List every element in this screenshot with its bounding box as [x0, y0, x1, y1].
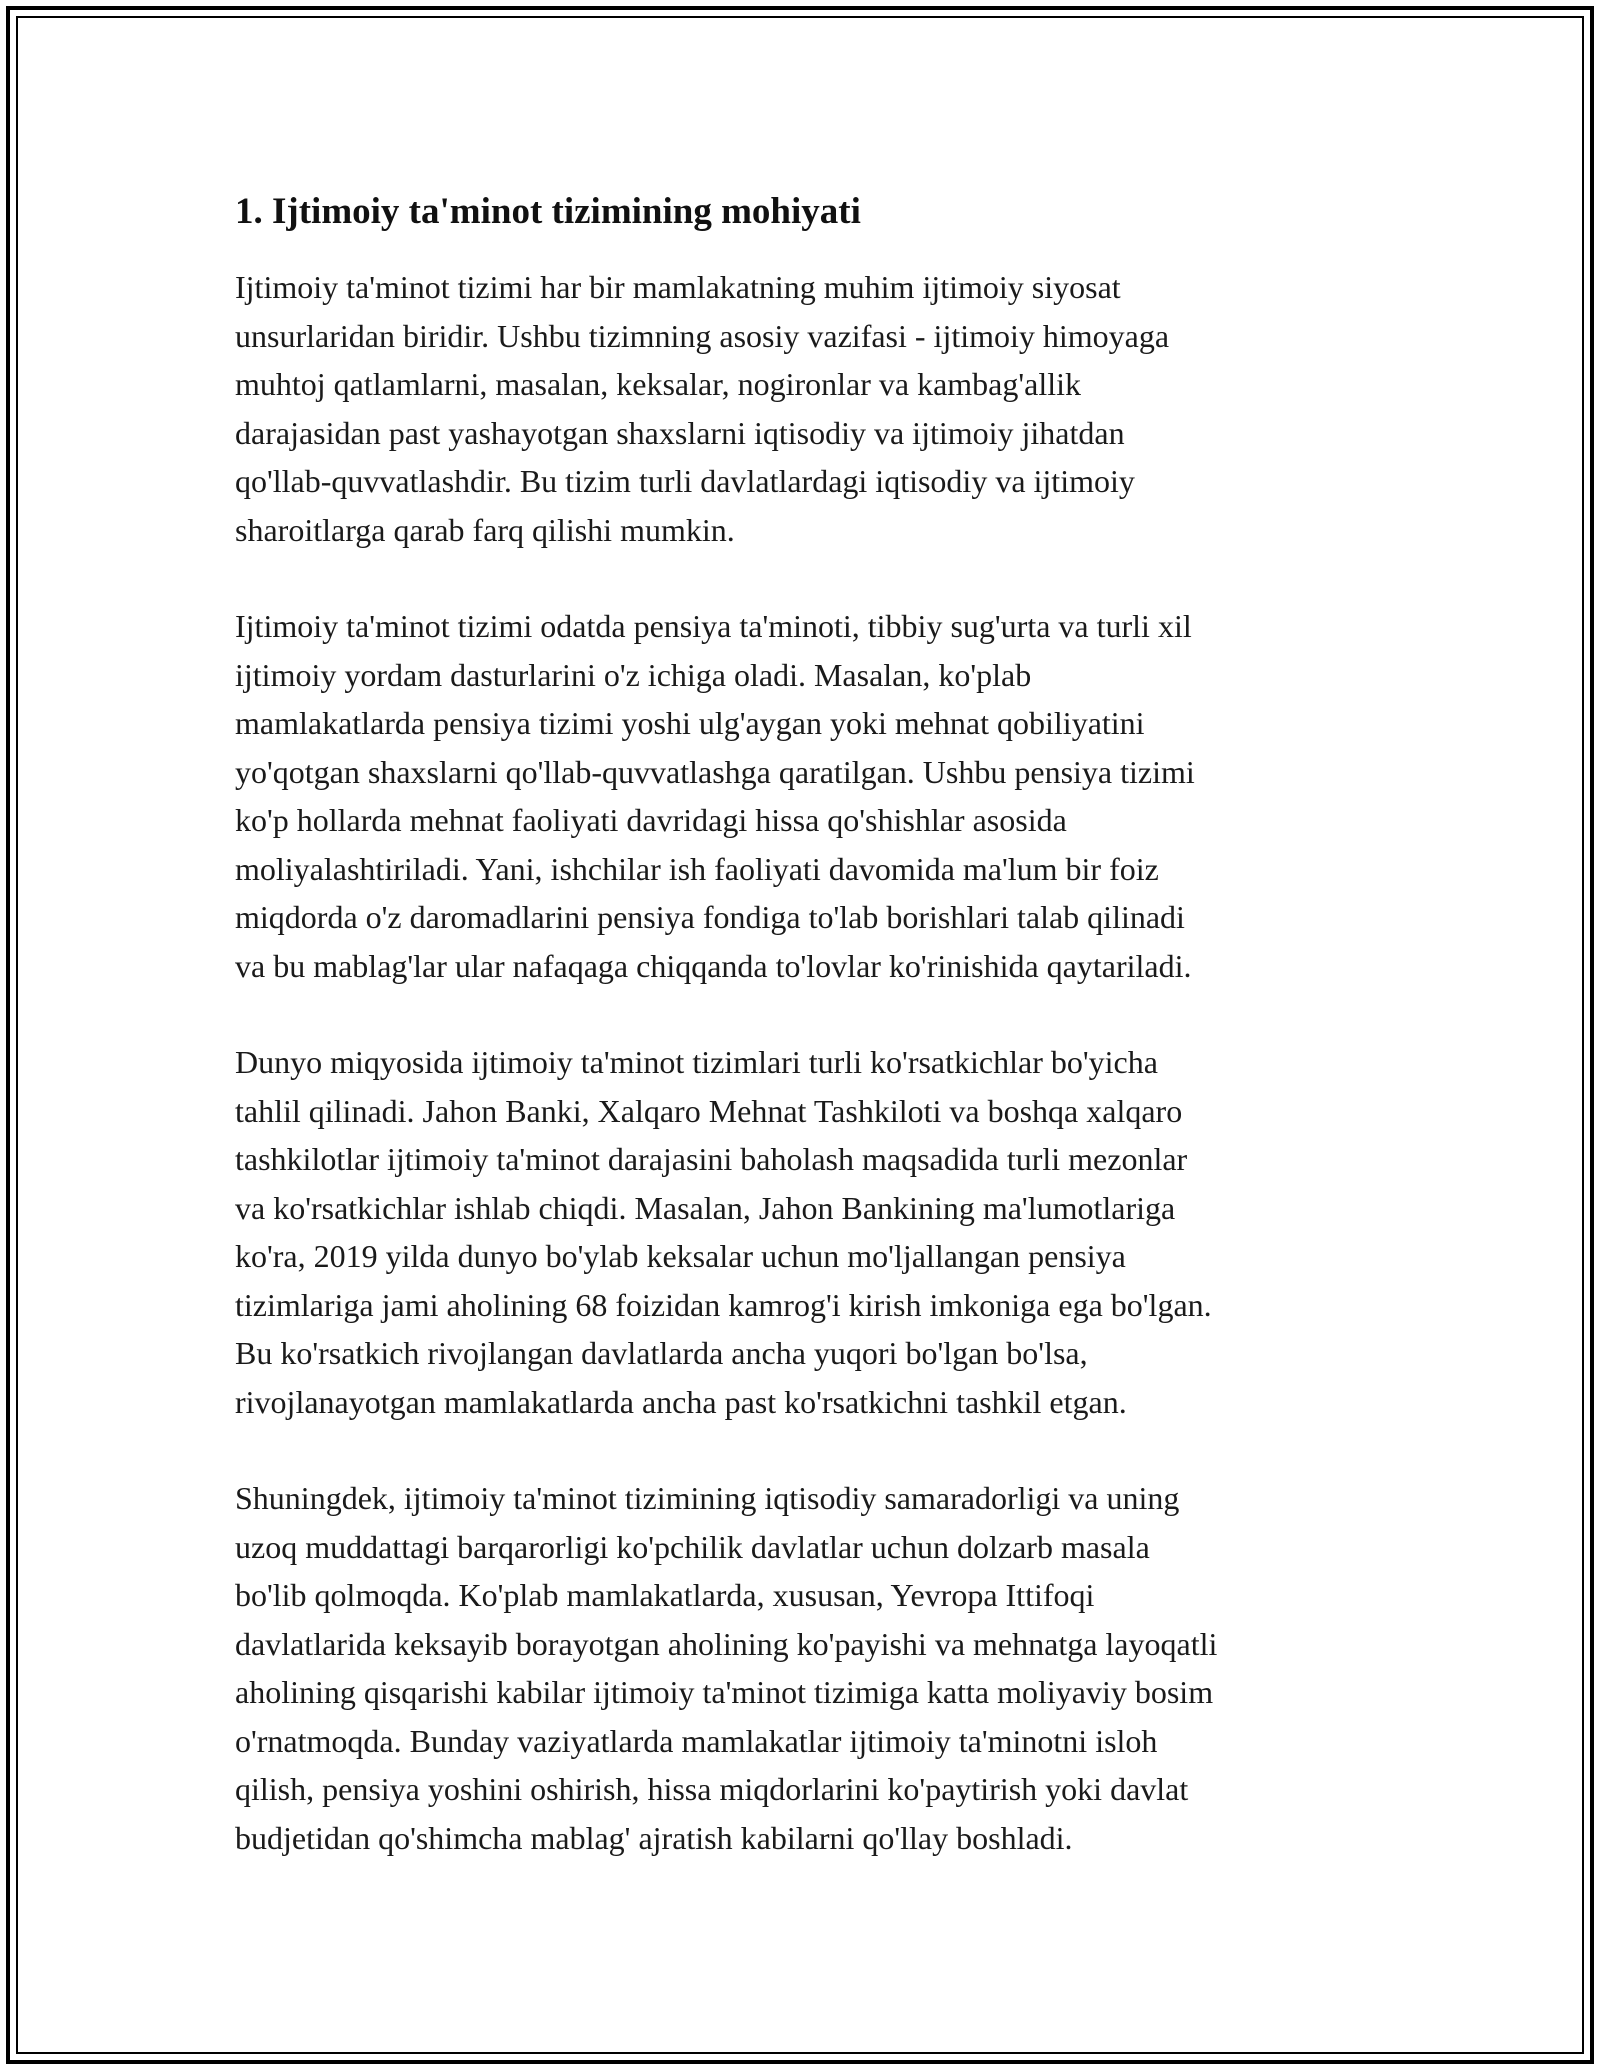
paragraph-4: [235, 1474, 1395, 1862]
text-line: ko'ra, 2019 yilda dunyo bo'ylab keksalar uchun mo'ljallangan pensiya: [235, 1238, 1126, 1274]
text-line: bo'lib qolmoqda. Ko'plab mamlakatlarda, xususan, Yevropa Ittifoqi: [235, 1577, 1095, 1613]
text-line: aholining qisqarishi kabilar ijtimoiy ta'minot tizimiga katta moliyaviy bosim: [235, 1674, 1214, 1710]
text-line: mamlakatlarda pensiya tizimi yoshi ulg'aygan yoki mehnat qobiliyatini: [235, 705, 1145, 741]
paragraph-2: [235, 602, 1395, 990]
text-line: Dunyo miqyosida ijtimoiy ta'minot tizimlari turli ko'rsatkichlar bo'yicha: [235, 1044, 1158, 1080]
text-line: tizimlariga jami aholining 68 foizidan kamrog'i kirish imkoniga ega bo'lgan.: [235, 1286, 1212, 1323]
section-title: 1. Ijtimoiy ta'minot tizimining mohiyati: [235, 191, 861, 232]
text-line: va bu mablag'lar ular nafaqaga chiqqanda to'lovlar ko'rinishida qaytariladi.: [235, 947, 1192, 984]
text-line: Ijtimoiy ta'minot tizimi har bir mamlakatning muhim ijtimoiy siyosat: [235, 269, 1121, 305]
paragraph-3: [235, 1038, 1395, 1426]
text-line: Bu ko'rsatkich rivojlangan davlatlarda ancha yuqori bo'lgan bo'lsa,: [235, 1335, 1088, 1371]
text-line: tahlil qilinadi. Jahon Banki, Xalqaro Mehnat Tashkiloti va boshqa xalqaro: [235, 1092, 1183, 1129]
text-line: va ko'rsatkichlar ishlab chiqdi. Masalan, Jahon Bankining ma'lumotlariga: [235, 1189, 1176, 1226]
text-line: qilish, pensiya yoshini oshirish, hissa miqdorlarini ko'paytirish yoki davlat: [235, 1771, 1189, 1807]
text-line: darajasidan past yashayotgan shaxslarni iqtisodiy va ijtimoiy jihatdan: [235, 414, 1125, 451]
text-line: davlatlarida keksayib borayotgan aholining ko'payishi va mehnatga layoqatli: [235, 1625, 1218, 1662]
text-line: tashkilotlar ijtimoiy ta'minot darajasini baholash maqsadida turli mezonlar: [235, 1141, 1188, 1177]
text-line: muhtoj qatlamlarni, masalan, keksalar, nogironlar va kambag'allik: [235, 366, 1081, 402]
text-line: ko'p hollarda mehnat faoliyati davridagi hissa qo'shishlar asosida: [235, 802, 1067, 838]
paragraph-1: [235, 263, 1395, 554]
text-line: yo'qotgan shaxslarni qo'llab-quvvatlashga qaratilgan. Ushbu pensiya tizimi: [235, 753, 1195, 790]
text-line: ijtimoiy yordam dasturlarini o'z ichiga oladi. Masalan, ko'plab: [235, 656, 1032, 693]
text-line: Ijtimoiy ta'minot tizimi odatda pensiya ta'minoti, tibbiy sug'urta va turli xil: [235, 608, 1192, 644]
text-line: o'rnatmoqda. Bunday vaziyatlarda mamlakatlar ijtimoiy ta'minotni isloh: [235, 1722, 1158, 1759]
text-line: miqdorda o'z daromadlarini pensiya fondiga to'lab borishlari talab qilinadi: [235, 899, 1185, 935]
text-line: moliyalashtiriladi. Yani, ishchilar ish faoliyati davomida ma'lum bir foiz: [235, 850, 1159, 887]
text-line: budjetidan qo'shimcha mablag' ajratish kabilarni qo'llay boshladi.: [235, 1819, 1073, 1856]
text-line: rivojlanayotgan mamlakatlarda ancha past ko'rsatkichni tashkil etgan.: [235, 1383, 1127, 1420]
text-line: uzoq muddattagi barqarorligi ko'pchilik davlatlar uchun dolzarb masala: [235, 1528, 1150, 1565]
document-body: [235, 188, 1395, 1910]
text-line: Shuningdek, ijtimoiy ta'minot tizimining iqtisodiy samaradorligi va uning: [235, 1480, 1180, 1516]
text-line: sharoitlarga qarab farq qilishi mumkin.: [235, 511, 735, 548]
text-line: unsurlaridan biridir. Ushbu tizimning asosiy vazifasi - ijtimoiy himoyaga: [235, 317, 1170, 354]
text-line: qo'llab-quvvatlashdir. Bu tizim turli davlatlardagi iqtisodiy va ijtimoiy: [235, 463, 1135, 499]
